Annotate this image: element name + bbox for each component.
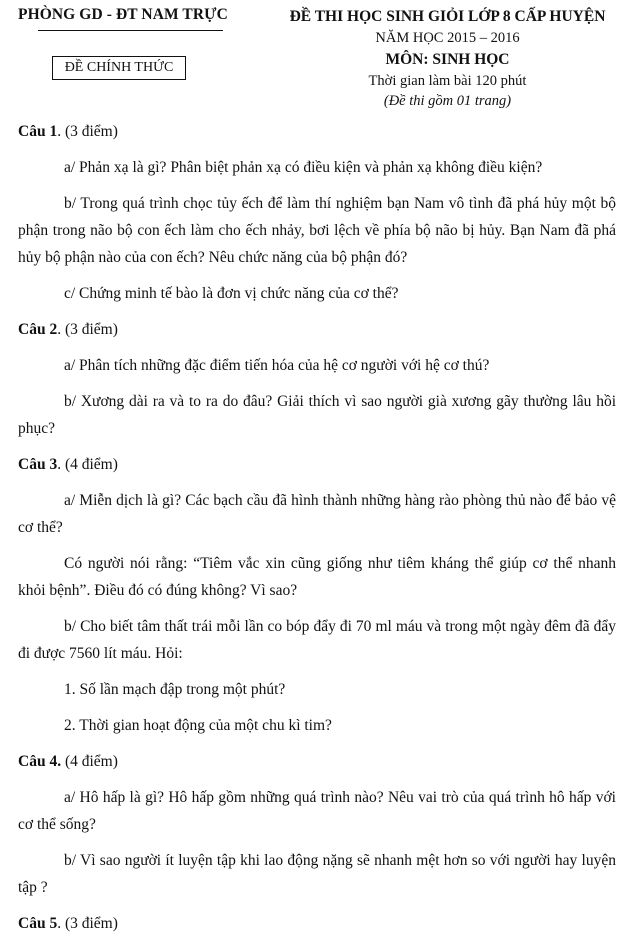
official-label-box: ĐỀ CHÍNH THỨC [52, 56, 186, 80]
question-label: Câu 4. [18, 753, 62, 770]
exam-duration: Thời gian làm bài 120 phút [368, 73, 527, 89]
question-item: b/ Xương dài ra và to ra do đâu? Giải thích vì sao người già xương gãy thường lâu hồi phục? [18, 393, 616, 437]
exam-title: ĐỀ THI HỌC SINH GIỎI LỚP 8 CẤP HUYỆN [289, 8, 606, 25]
page-count-note: (Đề thi gồm 01 trang) [383, 93, 512, 109]
question-label: Câu 5 [18, 915, 58, 932]
question-heading-4 [18, 748, 616, 775]
question-item: a/ Phân tích những đặc điểm tiến hóa của hệ cơ người với hệ cơ thú? [64, 357, 490, 374]
header-right [260, 6, 635, 111]
department-name: PHÒNG GD - ĐT NAM TRỰC [18, 6, 228, 23]
question-label: Câu 3 [18, 456, 58, 473]
question-heading-3 [18, 451, 616, 478]
question-heading-1 [18, 118, 616, 145]
question-points: . (3 điểm) [57, 321, 118, 338]
question-points: . (4 điểm) [57, 456, 118, 473]
question-item: b/ Cho biết tâm thất trái mỗi lần co bóp đẩy đi 70 ml máu và trong một ngày đêm đã đẩy đi được 7560 lít máu. Hỏi: [18, 618, 616, 662]
question-item: a/ Hô hấp là gì? Hô hấp gồm những quá trình nào? Nêu vai trò của quá trình hô hấp với cơ thể sống? [18, 789, 616, 833]
question-points: . (3 điểm) [57, 123, 118, 140]
department-underline [38, 30, 223, 31]
question-label: Câu 2 [18, 321, 58, 338]
question-item: b/ Vì sao người ít luyện tập khi lao động nặng sẽ nhanh mệt hơn so với người hay luyện tập ? [18, 852, 616, 896]
school-year: NĂM HỌC 2015 – 2016 [375, 30, 520, 46]
question-points: (4 điểm) [61, 753, 118, 770]
question-heading-5 [18, 910, 616, 937]
question-heading-2 [18, 316, 616, 343]
question-item: Có người nói rằng: “Tiêm vắc xin cũng giống như tiêm kháng thể giúp cơ thể nhanh khỏi bệnh”. Điều đó có đúng không? Vì sao? [18, 555, 616, 599]
question-item: a/ Miễn dịch là gì? Các bạch cầu đã hình thành những hàng rào phòng thủ nào để bảo vệ cơ thể? [18, 492, 616, 536]
exam-subject: MÔN: SINH HỌC [385, 51, 510, 68]
question-item: 2. Thời gian hoạt động của một chu kì tim? [64, 717, 332, 734]
question-item: 1. Số lần mạch đập trong một phút? [64, 681, 286, 698]
header-left [18, 6, 248, 24]
question-points: . (3 điểm) [57, 915, 118, 932]
question-item: b/ Trong quá trình chọc tủy ếch để làm thí nghiệm bạn Nam vô tình đã phá hủy một bộ phận trong não bộ con ếch làm cho ếch nhảy, bơi lệch về phía bộ não bị hủy. Bạn Nam đã phá hủy bộ phận nào của con ếch? Nêu chức năng của bộ phận đó? [18, 195, 616, 266]
question-item: a/ Phản xạ là gì? Phân biệt phản xạ có điều kiện và phản xạ không điều kiện? [64, 159, 543, 176]
exam-content [18, 118, 616, 937]
question-item: c/ Chứng minh tế bào là đơn vị chức năng của cơ thể? [64, 285, 399, 302]
question-label: Câu 1 [18, 123, 58, 140]
